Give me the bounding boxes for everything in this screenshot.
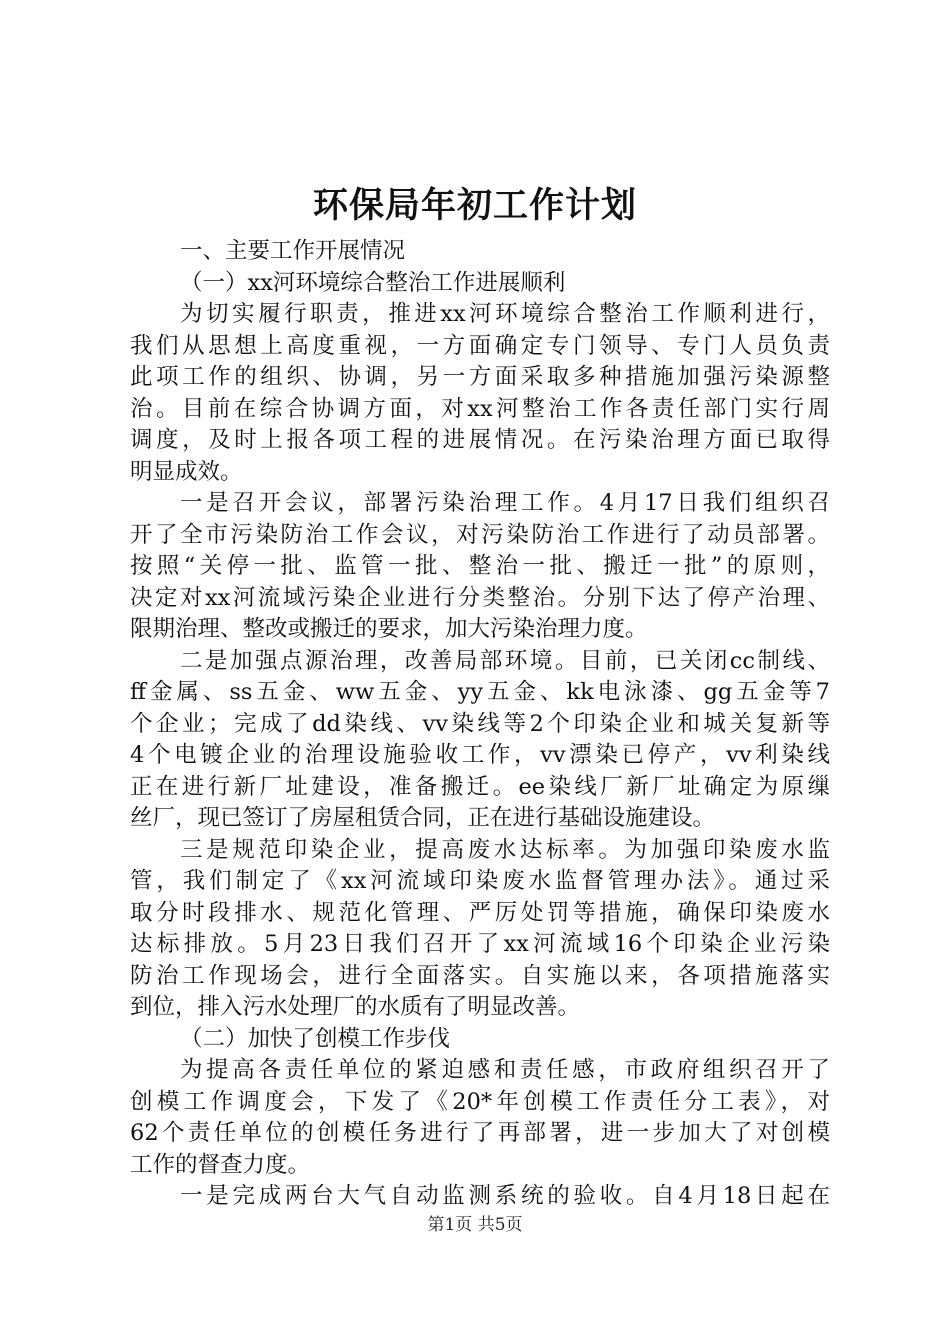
paragraph-line: 丝厂，现已签订了房屋租赁合同，正在进行基础设施建设。 — [130, 805, 716, 831]
document-body — [130, 236, 830, 1213]
paragraph-line: 决定对xx河流域污染企业进行分类整治。分别下达了停产治理、 — [130, 584, 830, 611]
paragraph-line: 此项工作的组织、协调，另一方面采取多种措施加强污染源整 — [130, 364, 830, 390]
paragraph-line: 三是规范印染企业，提高废水达标率。为加强印染废水监 — [180, 836, 830, 863]
paragraph-line: 明显成效。 — [130, 458, 243, 485]
paragraph-line: 一是完成两台大气自动监测系统的验收。自4月18日起在 — [180, 1183, 830, 1209]
paragraph-line: 按照“关停一批、监管一批、整治一批、搬迁一批”的原则， — [130, 553, 830, 579]
paragraph-line: 我们从思想上高度重视，一方面确定专门领导、专门人员负责 — [130, 332, 830, 359]
paragraph-line: 到位，排入污水处理厂的水质有了明显改善。 — [130, 994, 581, 1020]
paragraph-line: 为提高各责任单位的紧迫感和责任感，市政府组织召开了 — [180, 1057, 830, 1083]
paragraph-line: 防治工作现场会，进行全面落实。自实施以来，各项措施落实 — [130, 962, 830, 989]
section-heading: 一、主要工作开展情况 — [180, 238, 406, 264]
paragraph-line: 达标排放。5月23日我们召开了xx河流域16个印染企业污染 — [130, 931, 830, 957]
paragraph-line: 限期治理、整改或搬迁的要求，加大污染治理力度。 — [130, 616, 648, 642]
paragraph-line: 4个电镀企业的治理设施验收工作，vv漂染已停产，vv利染线 — [130, 742, 830, 768]
subsection-heading: （二）加快了创模工作步伐 — [180, 1025, 451, 1052]
paragraph-line: 治。目前在综合协调方面，对xx河整治工作各责任部门实行周 — [130, 395, 830, 422]
paragraph-line: 调度，及时上报各项工程的进展情况。在污染治理方面已取得 — [130, 427, 830, 453]
paragraph-line: ff金属、ss五金、ww五金、yy五金、kk电泳漆、gg五金等7 — [130, 679, 830, 705]
paragraph-line: 工作的督查力度。 — [130, 1151, 311, 1178]
paragraph-line: 一是召开会议，部署污染治理工作。4月17日我们组织召 — [180, 490, 830, 516]
subsection-heading: （一）xx河环境综合整治工作进展顺利 — [180, 269, 566, 296]
paragraph-line: 正在进行新厂址建设，准备搬迁。ee染线厂新厂址确定为原缫 — [130, 773, 830, 800]
paragraph-line: 开了全市污染防治工作会议，对污染防治工作进行了动员部署。 — [130, 521, 830, 548]
paragraph-line: 个企业；完成了dd染线、vv染线等2个印染企业和城关复新等 — [130, 710, 830, 737]
paragraph-line: 取分时段排水、规范化管理、严厉处罚等措施，确保印染废水 — [130, 899, 830, 926]
paragraph-line: 创模工作调度会，下发了《20*年创模工作责任分工表》，对 — [130, 1088, 830, 1115]
paragraph-line: 为切实履行职责，推进xx河环境综合整治工作顺利进行， — [180, 301, 830, 327]
paragraph-line: 管，我们制定了《xx河流域印染废水监督管理办法》。通过采 — [130, 868, 830, 894]
paragraph-line: 二是加强点源治理，改善局部环境。目前，已关闭cc制线、 — [180, 647, 830, 674]
page-footer: 第1页 共5页 — [427, 1215, 523, 1235]
paragraph-line: 62个责任单位的创模任务进行了再部署，进一步加大了对创模 — [130, 1120, 830, 1146]
document-title: 环保局年初工作计划 — [312, 185, 637, 226]
